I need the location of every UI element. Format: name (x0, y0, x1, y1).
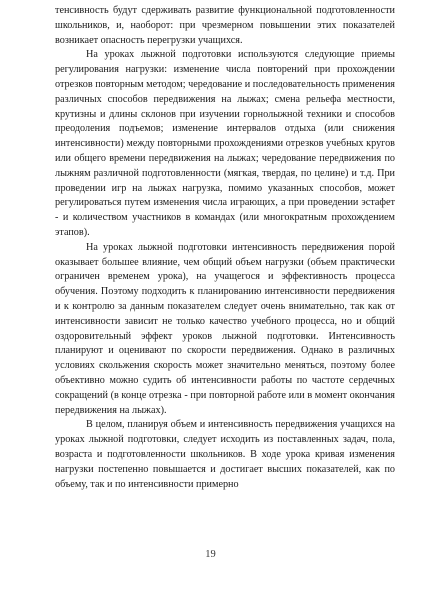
paragraph-intensity: На уроках лыжной подготовки интенсивность передвижения порой оказывает большее влияние, чем общий объем нагрузки (объем практически ограничен временем урока), на учащегося и эффективность процесса обучения. Поэтому подходить к планированию интенсивности передвижения и к контролю за данным показателем следует очень внимательно, так как от интенсивности зависит не только качество учебного процесса, но и общий оздоровительный эффект уроков лыжной подготовки. Интенсивность планируют и оценивают по скорости передвижения. Однако в различных условиях скольжения скорость может значительно меняться, поэтому более объективно можно судить об интенсивности работы по частоте сердечных сокращений (в конце отрезка - при повторной работе или в момент окончания передвижения на лыжах). (55, 241, 395, 416)
paragraph-planning: В целом, планируя объем и интенсивность передвижения учащихся на уроках лыжной подготовки, следует исходить из поставленных задач, пола, возраста и подготовленности школьников. В ходе урока кривая изменения нагрузки постепенно повышается и достигает высших показателей, как по объему, так и по интенсивности примерно (55, 419, 395, 490)
page-number: 19 (205, 549, 216, 560)
paragraph-load-regulation: На уроках лыжной подготовки используются следующие приемы регулирования нагрузки: изменение числа повторений при прохождении отрезков повторным методом; чередование и последовательность применения различных способов передвижения на лыжах; смена рельефа местности, крутизны и длины склонов при изучении горнолыжной техники и способов преодоления подъемов; изменение интервалов отдыха (или снижения интенсивности) между повторными прохождениями отрезков учебных кругов или общего времени передвижения на лыжах; чередование передвижения по лыжням различной подготовленности (мягкая, твердая, по целине) и т.д. При проведении игр на лыжах нагрузка, помимо указанных способов, может регулироваться путем изменения числа играющих, а при проведении эстафет - и количеством участников в командах (или многократным прохождением этапов). (55, 49, 395, 238)
paragraph-continuation: тенсивность будут сдерживать развитие функциональной подготовленности школьников, и, наоборот: при чрезмерном повышении этих показателей возникает опасность перегрузки учащихся. (55, 5, 395, 46)
